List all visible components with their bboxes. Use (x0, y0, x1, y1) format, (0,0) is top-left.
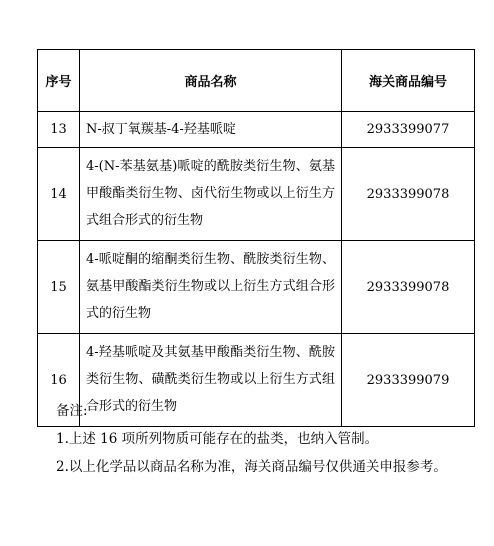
note-item-1: 1.上述 16 项所列物质可能存在的盐类，也纳入管制。 (56, 431, 379, 447)
row-customs-code: 2933399078 (342, 148, 475, 241)
table-row (38, 112, 475, 148)
row-customs-code: 2933399079 (342, 334, 475, 427)
row-serial-number: 13 (38, 112, 80, 148)
row-serial-number: 15 (38, 241, 80, 334)
header-product-name: 商品名称 (80, 50, 342, 112)
row-product-name: 4-哌啶酮的缩酮类衍生物、酰胺类衍生物、氨基甲酸酯类衍生物或以上衍生方式组合形式的衍生物 (80, 241, 342, 334)
table-row (38, 148, 475, 241)
note-item-2: 2.以上化学品以商品名称为准，海关商品编号仅供通关申报参考。 (56, 459, 447, 475)
row-product-name: N-叔丁氧羰基-4-羟基哌啶 (80, 112, 342, 148)
controlled-substances-table (37, 49, 475, 427)
notes-heading: 备注: (56, 403, 88, 419)
row-customs-code: 2933399077 (342, 112, 475, 148)
row-product-name: 4-(N-苯基氨基)哌啶的酰胺类衍生物、氨基甲酸酯类衍生物、卤代衍生物或以上衍生方式组合形式的衍生物 (80, 148, 342, 241)
table-header-row (38, 50, 475, 112)
row-product-name: 4-羟基哌啶及其氨基甲酸酯类衍生物、酰胺类衍生物、磺酰类衍生物或以上衍生方式组合形式的衍生物 (80, 334, 342, 427)
notes-section (56, 397, 456, 481)
row-customs-code: 2933399078 (342, 241, 475, 334)
row-serial-number: 14 (38, 148, 80, 241)
table-row (38, 241, 475, 334)
row-serial-number: 16 (38, 334, 80, 427)
header-customs-code: 海关商品编号 (342, 50, 475, 112)
header-serial-number: 序号 (38, 50, 80, 112)
